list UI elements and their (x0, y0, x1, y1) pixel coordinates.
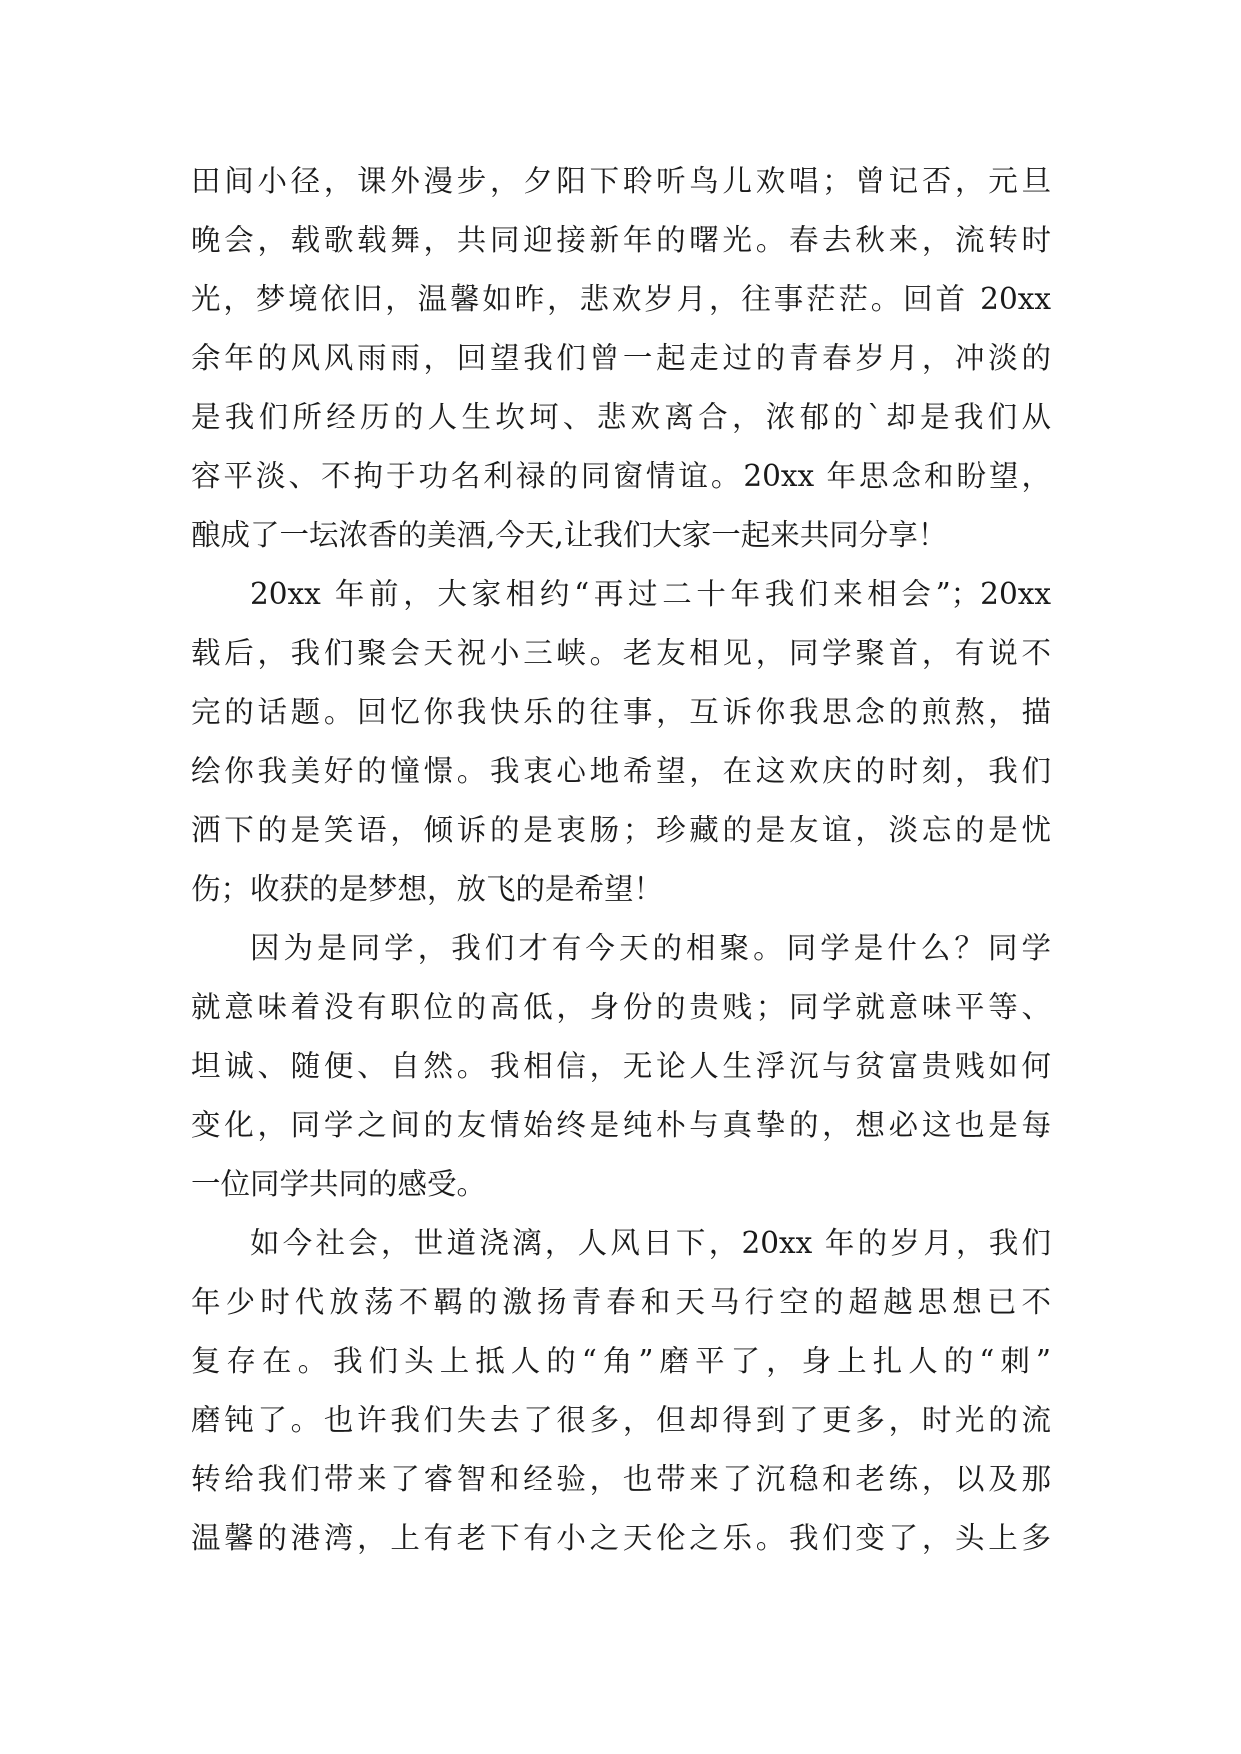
text-line: 光，梦境依旧，温馨如昨，悲欢岁月，往事茫茫。回首 20xx (191, 282, 1051, 316)
text-line: 磨钝了。也许我们失去了很多，但却得到了更多，时光的流 (191, 1403, 1051, 1437)
text-line: 温馨的港湾，上有老下有小之天伦之乐。我们变了，头上多 (191, 1521, 1051, 1555)
text-line: 伤；收获的是梦想，放飞的是希望！ (191, 872, 664, 906)
text-line: 就意味着没有职位的高低，身份的贵贱；同学就意味平等、 (191, 990, 1051, 1024)
text-line: 田间小径，课外漫步，夕阳下聆听鸟儿欢唱；曾记否，元旦 (191, 164, 1051, 198)
text-line: 是我们所经历的人生坎坷、悲欢离合，浓郁的`却是我们从 (191, 400, 1051, 434)
text-line: 载后，我们聚会天祝小三峡。老友相见，同学聚首，有说不 (191, 636, 1051, 670)
text-line: 酿成了一坛浓香的美酒,今天,让我们大家一起来共同分享！ (191, 518, 948, 552)
text-line: 晚会，载歌载舞，共同迎接新年的曙光。春去秋来，流转时 (191, 223, 1051, 257)
text-line: 余年的风风雨雨，回望我们曾一起走过的青春岁月，冲淡的 (191, 341, 1051, 375)
text-line: 容平淡、不拘于功名利禄的同窗情谊。20xx 年思念和盼望， (191, 459, 1051, 493)
text-line: 变化，同学之间的友情始终是纯朴与真挚的，想必这也是每 (191, 1108, 1051, 1142)
paragraph-first-line: 如今社会，世道浇漓，人风日下，20xx 年的岁月，我们 (250, 1226, 1051, 1260)
text-line: 转给我们带来了睿智和经验，也带来了沉稳和老练，以及那 (191, 1462, 1051, 1496)
text-line: 年少时代放荡不羁的激扬青春和天马行空的超越思想已不 (191, 1285, 1051, 1319)
text-line: 洒下的是笑语，倾诉的是衷肠；珍藏的是友谊，淡忘的是忧 (191, 813, 1051, 847)
text-line: 一位同学共同的感受。 (191, 1167, 487, 1201)
text-line: 复存在。我们头上抵人的“角”磨平了，身上扎人的“刺” (191, 1344, 1051, 1378)
text-line: 完的话题。回忆你我快乐的往事，互诉你我思念的煎熬，描 (191, 695, 1051, 729)
paragraph-first-line: 20xx 年前，大家相约“再过二十年我们来相会”；20xx (250, 577, 1051, 611)
text-line: 坦诚、随便、自然。我相信，无论人生浮沉与贫富贵贱如何 (191, 1049, 1051, 1083)
paragraph-first-line: 因为是同学，我们才有今天的相聚。同学是什么？同学 (250, 931, 1051, 965)
document-body (191, 152, 1051, 1568)
text-line: 绘你我美好的憧憬。我衷心地希望，在这欢庆的时刻，我们 (191, 754, 1051, 788)
